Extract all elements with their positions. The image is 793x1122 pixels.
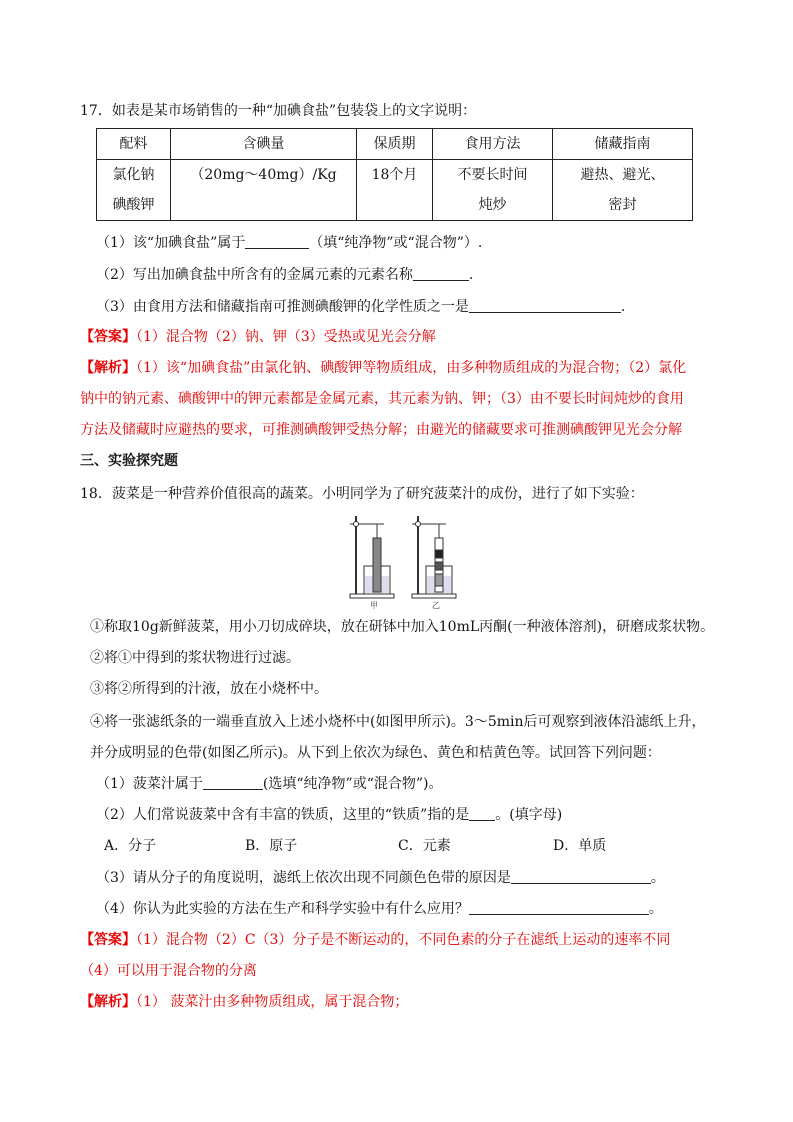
experiment-figure [346,510,466,610]
q17-stem: 17．如表是某市场销售的一种“加碘食盐”包装袋上的文字说明： [80,103,477,119]
answer-tag: 【答案】 [80,329,136,345]
apparatus-a [350,516,394,598]
table-header-row [97,129,693,160]
cell-line: 18个月 [371,167,418,183]
table-header-cell: 配料 [97,129,171,160]
q17-sub1-text: （1）该“加碘食盐”属于 [96,235,246,251]
answer-text: （1）混合物（2）C（3）分子是不断运动的，不同色素的分子在滤纸上运动的速率不同 [136,932,671,948]
q18-step4-line-2: 并分成明显的色带(如图乙所示)。从下到上依次为绿色、黄色和桔黄色等。试回答下列问题： [90,745,661,761]
q17-answer [80,327,436,347]
section-heading: 三、实验探究题 [80,453,178,469]
q17-sub3-text: （3）由食用方法和储藏指南可推测碘酸钾的化学性质之一是 [96,299,469,315]
q18-step2: ②将①中得到的浆状物进行过滤。 [90,650,300,666]
table-cell-usage [433,160,553,221]
table-header-cell: 含碘量 [171,129,357,160]
q17-analysis-line-3: 方法及储藏时应避热的要求，可推测碘酸钾受热分解；由避光的储藏要求可推测碘酸钾见光会分解 [80,422,682,438]
table-cell-ingredients [97,160,171,221]
q18-option-a: A．分子 [104,838,157,854]
q18-sub3 [96,868,665,888]
q18-sub1 [96,774,442,794]
q17-sub1-hint: （填“纯净物”或“混合物”）. [309,235,483,251]
q18-option-b: B．原子 [245,838,298,854]
q18-answer-line-2: （4）可以用于混合物的分离 [80,963,257,979]
answer-text: （1）混合物（2）钠、钾（3）受热或见光会分解 [136,329,436,345]
q18-step3: ③将②所得到的汁液，放在小烧杯中。 [90,681,328,697]
q17-sub2-text: （2）写出加碘食盐中所含有的金属元素的元素名称 [96,267,413,283]
figure-label-b: 乙 [432,601,440,610]
iodized-salt-table [96,128,693,221]
q18-sub4-text: （4）你认为此实验的方法在生产和科学实验中有什么应用？ [96,901,469,917]
q18-option-d: D．单质 [553,838,607,854]
q18-sub4 [96,899,663,919]
q18-option-c: C．元素 [398,838,451,854]
q18-answer-line-1 [80,930,670,950]
q17-sub1 [96,233,482,253]
answer-blank [413,266,469,281]
cell-line: 密封 [608,197,637,213]
q18-analysis [80,992,408,1012]
cell-line: （20mg～40mg）/Kg [190,167,337,183]
figure-label-a: 甲 [370,601,378,610]
analysis-tag: 【解析】 [80,994,136,1010]
q18-sub3-text: （3）请从分子的角度说明，滤纸上依次出现不同颜色色带的原因是 [96,870,511,886]
q17-analysis-line-2: 钠中的钠元素、碘酸钾中的钾元素都是金属元素，其元素为钠、钾；（3）由不要长时间炖炒的食用 [80,391,684,407]
q17-analysis-line-1 [80,358,686,378]
table-header-cell: 食用方法 [433,129,553,160]
table-header-cell: 保质期 [357,129,433,160]
q18-sub1-text: （1）菠菜汁属于 [96,776,203,792]
q18-sub2 [96,805,562,825]
table-cell-shelf-life [357,160,433,221]
answer-blank [469,900,649,915]
q18-sub2-text: （2）人们常说菠菜中含有丰富的铁质，这里的“铁质”指的是 [96,807,470,823]
q18-sub3-end: 。 [650,870,665,886]
q17-sub3 [96,297,625,317]
answer-blank [203,775,263,790]
table-header-cell: 储藏指南 [553,129,693,160]
cell-line: 氯化钠 [112,167,155,183]
table-cell-storage [553,160,693,221]
cell-line: 碘酸钾 [112,197,155,213]
answer-blank [469,806,495,821]
q18-sub2-hint: 。(填字母) [495,807,563,823]
analysis-text: （1） 菠菜汁由多种物质组成，属于混合物； [136,994,409,1010]
q18-step1: ①称取10g新鲜菠菜，用小刀切成碎块，放在研钵中加入10mL丙酮(一种液体溶剂)，研磨成浆状物。 [90,619,715,635]
q18-sub1-hint: (选填“纯净物”或“混合物”)。 [262,776,443,792]
q17-sub2-end: . [468,267,474,283]
q17-sub2 [96,265,473,285]
q18-stem: 18．菠菜是一种营养价值很高的蔬菜。小明同学为了研究菠菜汁的成份，进行了如下实验： [80,486,644,502]
filter-paper-apparatus [346,510,466,610]
cell-line: 炖炒 [478,197,507,213]
q18-step4-line-1: ④将一张滤纸条的一端垂直放入上述小烧杯中(如图甲所示)。3～5min后可观察到液体沿滤纸上升， [90,714,706,730]
q18-sub4-end: 。 [648,901,663,917]
answer-blank [511,869,651,884]
cell-line: 不要长时间 [457,167,528,183]
table-cell-iodine [171,160,357,221]
apparatus-b [412,516,456,598]
table-row [97,160,693,221]
analysis-text: （1）该“加碘食盐”由氯化钠、碘酸钾等物质组成，由多种物质组成的为混合物；（2）氯化 [136,360,687,376]
cell-line: 避热、避光、 [580,167,665,183]
answer-blank [469,298,621,313]
answer-blank [245,234,309,249]
analysis-tag: 【解析】 [80,360,136,376]
answer-tag: 【答案】 [80,932,136,948]
q17-sub3-end: . [620,299,626,315]
